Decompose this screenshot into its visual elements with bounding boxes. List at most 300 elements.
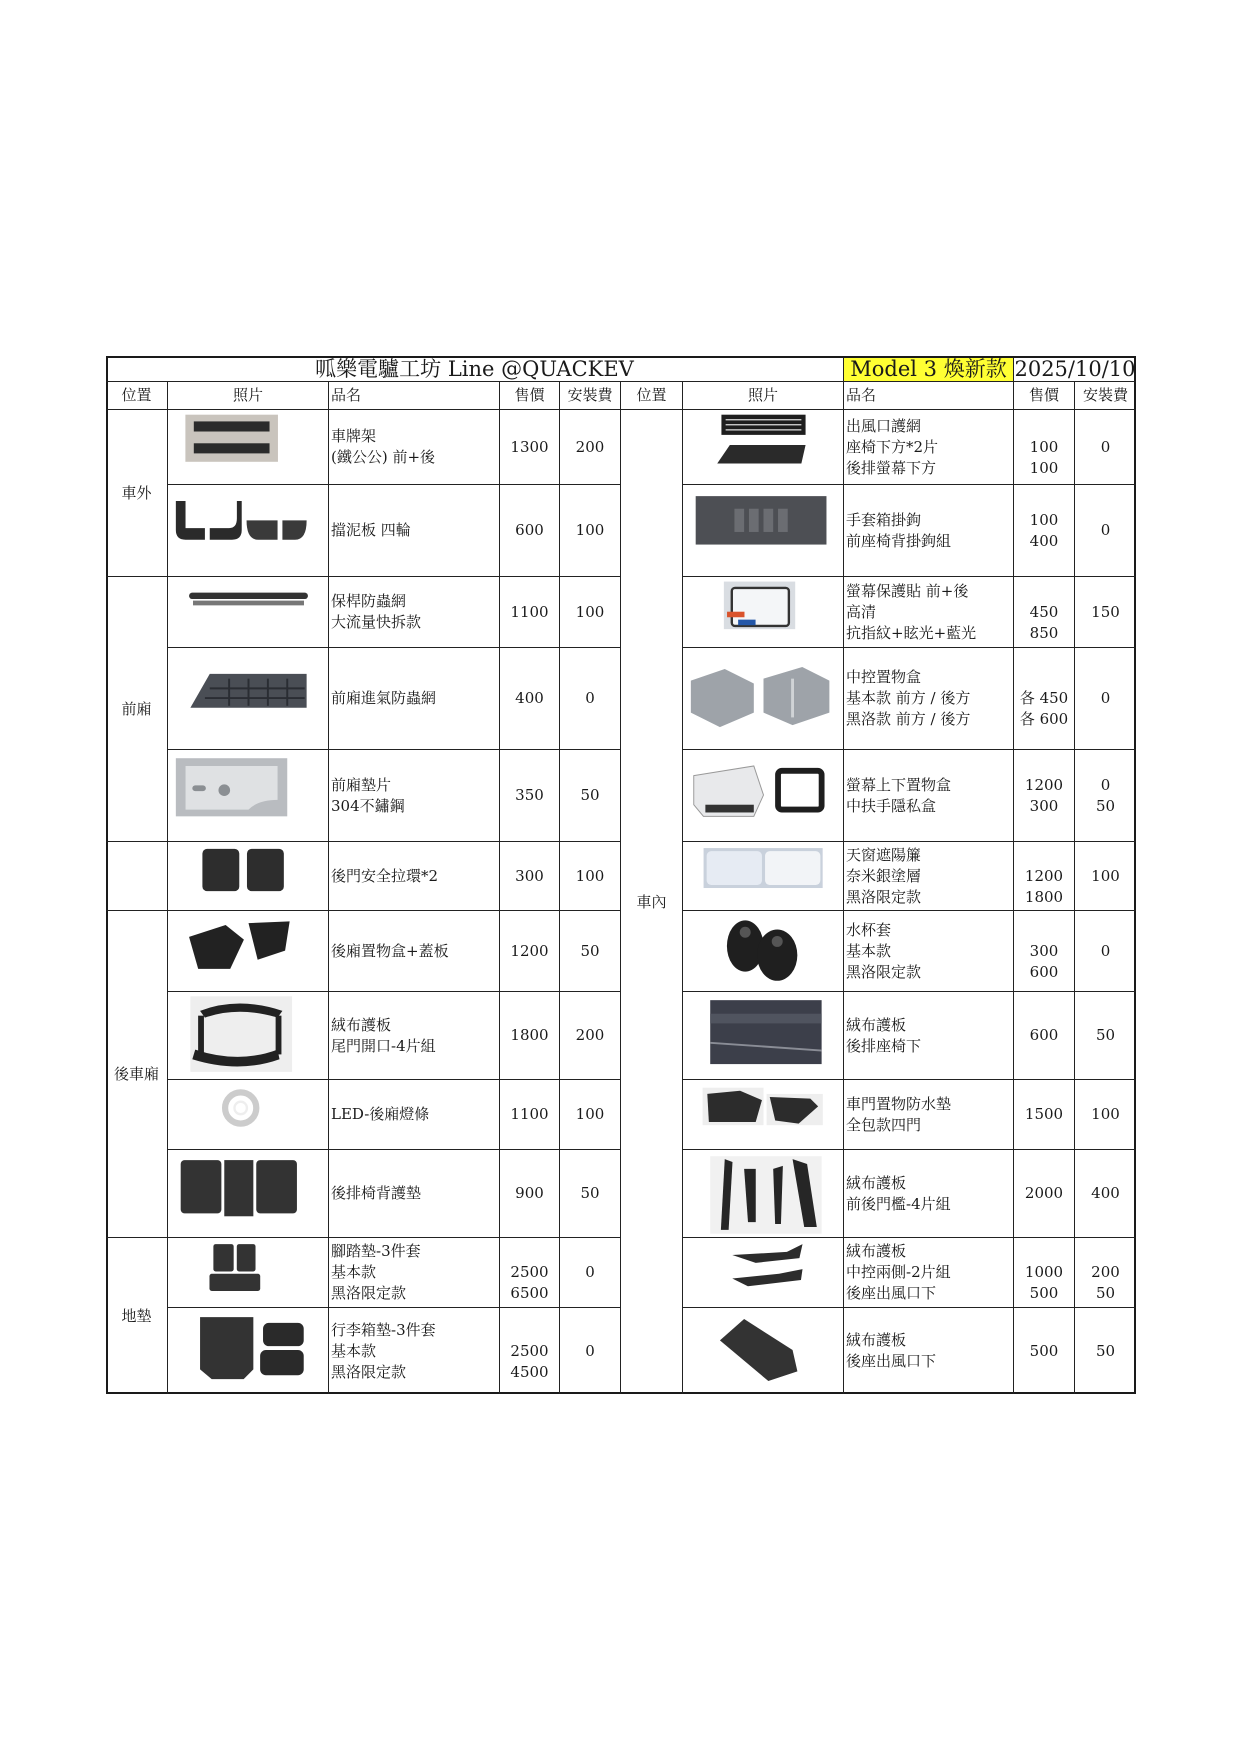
product-photo bbox=[683, 648, 844, 750]
date-text: 2025/10/10 bbox=[1014, 357, 1136, 381]
product-name-lines bbox=[331, 1015, 436, 1057]
product-price bbox=[500, 1080, 560, 1150]
product-name-line: 304不鏽鋼 bbox=[331, 796, 405, 815]
column-header-install bbox=[560, 382, 621, 410]
install-lines bbox=[1101, 941, 1111, 962]
product-name-lines bbox=[846, 1330, 936, 1372]
price-value: 1000 bbox=[1024, 1263, 1064, 1281]
install-lines bbox=[1101, 437, 1111, 458]
model-badge bbox=[844, 358, 1014, 382]
install-fee bbox=[560, 1080, 621, 1150]
product-name-lines bbox=[846, 510, 951, 552]
mud-flaps-photo bbox=[171, 490, 326, 572]
product-name-line: 黑洛限定款 bbox=[331, 1362, 407, 1381]
product-name-line: 後座出風口下 bbox=[846, 1284, 937, 1302]
product-price bbox=[500, 1308, 560, 1394]
product-name-line: 前後門檻-4片組 bbox=[846, 1194, 951, 1213]
column-header-text: 安裝費 bbox=[567, 386, 613, 404]
install-fee bbox=[1075, 842, 1136, 911]
install-value: 400 bbox=[1091, 1184, 1120, 1202]
product-name-line: LED-後廂燈條 bbox=[331, 1105, 430, 1123]
model-badge-text: Model 3 煥新款 bbox=[850, 357, 1007, 381]
position-label: 前廂 bbox=[121, 699, 152, 718]
product-name-lines bbox=[331, 426, 435, 468]
product-name-lines bbox=[846, 1015, 921, 1057]
install-value: 150 bbox=[1091, 602, 1120, 621]
column-header-text: 照片 bbox=[232, 386, 263, 404]
trunk-storage-box-photo bbox=[171, 914, 326, 989]
product-price bbox=[1014, 1238, 1075, 1308]
price-lines bbox=[510, 437, 548, 458]
product-name-line: 出風口護網 bbox=[846, 416, 922, 435]
install-value: 50 bbox=[1095, 1284, 1116, 1302]
product-name-lines bbox=[846, 1094, 951, 1136]
price-lines bbox=[1020, 667, 1068, 730]
column-header-text: 售價 bbox=[514, 386, 545, 404]
console-organizer-photo bbox=[686, 658, 841, 740]
product-name bbox=[844, 485, 1014, 577]
frunk-intake-mesh-photo bbox=[171, 658, 326, 740]
price-value: 100 bbox=[1029, 510, 1059, 529]
install-fee bbox=[560, 577, 621, 648]
product-name-line: 黑洛款 前方 / 後方 bbox=[846, 710, 971, 728]
product-name bbox=[329, 911, 500, 992]
product-name-line: 基本款 bbox=[331, 1263, 377, 1281]
rear-vent-felt-photo bbox=[686, 1311, 841, 1391]
product-name bbox=[329, 1080, 500, 1150]
install-fee bbox=[560, 1238, 621, 1308]
install-value: 50 bbox=[580, 1184, 600, 1202]
product-name bbox=[844, 911, 1014, 992]
price-lines bbox=[1030, 416, 1059, 479]
product-name-line: 擋泥板 四輪 bbox=[331, 521, 411, 539]
column-header-text: 售價 bbox=[1028, 386, 1059, 404]
product-name-lines bbox=[846, 667, 970, 730]
product-photo bbox=[683, 1238, 844, 1308]
install-fee bbox=[560, 410, 621, 485]
product-name-lines bbox=[846, 1241, 951, 1304]
install-value: 0 bbox=[1100, 941, 1111, 960]
product-photo bbox=[683, 1150, 844, 1238]
install-lines bbox=[1096, 775, 1115, 817]
product-name-lines bbox=[846, 1173, 951, 1215]
price-lines bbox=[1025, 1104, 1063, 1125]
install-value: 100 bbox=[575, 866, 605, 885]
install-lines bbox=[1091, 866, 1120, 887]
product-price bbox=[1014, 485, 1075, 577]
product-name bbox=[329, 1308, 500, 1394]
product-name-line: 水杯套 bbox=[846, 920, 892, 939]
product-name-line: 座椅下方*2片 bbox=[846, 437, 939, 456]
price-lines bbox=[515, 1183, 544, 1204]
install-lines bbox=[1091, 1104, 1120, 1125]
product-photo bbox=[683, 1080, 844, 1150]
position-label: 車外 bbox=[121, 483, 152, 502]
product-name-lines bbox=[331, 775, 405, 817]
price-lines bbox=[1030, 920, 1059, 983]
price-value: 300 bbox=[1029, 941, 1059, 960]
install-fee bbox=[1075, 1308, 1136, 1394]
product-name-line: 後門安全拉環*2 bbox=[331, 866, 439, 885]
price-value: 100 bbox=[1029, 458, 1059, 477]
column-header-text: 位置 bbox=[636, 386, 667, 404]
column-header-position bbox=[106, 382, 168, 410]
price-value: 600 bbox=[515, 521, 544, 539]
product-photo bbox=[168, 648, 329, 750]
product-photo bbox=[683, 485, 844, 577]
product-price bbox=[1014, 1080, 1075, 1150]
product-name bbox=[329, 648, 500, 750]
product-name-line: 螢幕保護貼 前+後 bbox=[846, 581, 969, 600]
install-lines bbox=[580, 785, 599, 806]
price-lines bbox=[1030, 581, 1059, 644]
product-price bbox=[500, 842, 560, 911]
position-group-4 bbox=[106, 1238, 168, 1394]
column-header-text: 照片 bbox=[747, 386, 778, 404]
price-value: 100 bbox=[1029, 437, 1059, 456]
install-fee bbox=[560, 911, 621, 992]
price-value: 600 bbox=[1029, 1026, 1059, 1044]
product-name-line: 前廂墊片 bbox=[331, 775, 392, 794]
product-name-line: 絨布護板 bbox=[846, 1331, 907, 1349]
install-value: 0 bbox=[1100, 521, 1111, 539]
install-fee bbox=[560, 992, 621, 1080]
install-lines bbox=[1096, 1025, 1115, 1046]
product-name-line: 車牌架 bbox=[331, 427, 377, 445]
product-price bbox=[1014, 648, 1075, 750]
install-lines bbox=[1096, 1341, 1115, 1362]
product-name bbox=[329, 992, 500, 1080]
product-price bbox=[500, 992, 560, 1080]
product-name-line: 中控兩側-2片組 bbox=[846, 1263, 951, 1281]
sunroof-shade-photo bbox=[686, 845, 841, 908]
product-price bbox=[500, 577, 560, 648]
product-price bbox=[500, 750, 560, 842]
column-header-price bbox=[500, 382, 560, 410]
cup-holder-photo bbox=[686, 914, 841, 989]
price-value: 500 bbox=[1029, 1284, 1059, 1302]
column-header-photo bbox=[168, 382, 329, 410]
product-name-line: 黑洛限定款 bbox=[331, 1284, 407, 1302]
product-name-lines bbox=[846, 581, 976, 644]
position-label: 後車廂 bbox=[113, 1064, 159, 1083]
product-price bbox=[500, 1238, 560, 1308]
product-photo bbox=[168, 992, 329, 1080]
product-name-lines bbox=[331, 1320, 436, 1383]
product-photo bbox=[683, 911, 844, 992]
product-name-lines bbox=[331, 1104, 429, 1125]
product-photo bbox=[683, 410, 844, 485]
product-name-line: (鐵公公) 前+後 bbox=[331, 448, 436, 466]
product-name bbox=[329, 1150, 500, 1238]
rear-seatback-pad-photo bbox=[171, 1153, 326, 1235]
product-name-line: 後排椅背護墊 bbox=[331, 1184, 422, 1202]
price-lines bbox=[510, 941, 548, 962]
product-name-line: 基本款 bbox=[846, 941, 892, 960]
price-value: 2500 bbox=[510, 1263, 549, 1281]
install-lines bbox=[576, 1104, 605, 1125]
price-lines bbox=[1030, 1025, 1059, 1046]
install-lines bbox=[576, 602, 605, 623]
install-lines bbox=[576, 437, 605, 458]
product-photo bbox=[168, 1150, 329, 1238]
price-list-table bbox=[106, 356, 1136, 1394]
product-name-line: 中控置物盒 bbox=[846, 668, 922, 686]
price-value: 1200 bbox=[1024, 775, 1064, 794]
column-header-photo bbox=[683, 382, 844, 410]
install-value: 0 bbox=[1100, 775, 1111, 794]
product-name bbox=[329, 410, 500, 485]
price-lines bbox=[1025, 775, 1063, 817]
product-photo bbox=[683, 750, 844, 842]
product-price bbox=[500, 410, 560, 485]
price-value: 各 450 bbox=[1019, 689, 1069, 707]
price-value: 各 600 bbox=[1019, 710, 1069, 728]
product-name-line: 後廂置物盒+蓋板 bbox=[331, 941, 449, 960]
price-value: 1800 bbox=[510, 1026, 549, 1044]
door-pocket-mats-photo bbox=[686, 1083, 841, 1147]
product-name bbox=[844, 1238, 1014, 1308]
product-name-lines bbox=[846, 416, 938, 479]
price-value: 350 bbox=[515, 786, 544, 804]
install-value: 50 bbox=[1095, 1341, 1116, 1360]
price-lines bbox=[510, 1104, 548, 1125]
product-price bbox=[1014, 911, 1075, 992]
install-value: 0 bbox=[1100, 437, 1111, 456]
product-name bbox=[844, 1150, 1014, 1238]
price-value: 500 bbox=[1029, 1341, 1059, 1360]
product-name-lines bbox=[331, 520, 411, 541]
column-header-name bbox=[329, 382, 500, 410]
product-name-line: 前座椅背掛鉤組 bbox=[846, 531, 952, 550]
column-header-position bbox=[621, 382, 683, 410]
install-value: 50 bbox=[1095, 1026, 1116, 1044]
install-value: 0 bbox=[585, 1341, 595, 1360]
install-lines bbox=[580, 1183, 599, 1204]
console-side-felt-photo bbox=[686, 1241, 841, 1305]
price-value: 1100 bbox=[510, 602, 549, 621]
install-fee bbox=[560, 842, 621, 911]
price-lines bbox=[1025, 1183, 1063, 1204]
install-value: 100 bbox=[1091, 866, 1120, 885]
install-fee bbox=[1075, 1150, 1136, 1238]
product-name bbox=[844, 992, 1014, 1080]
product-name-line: 絨布護板 bbox=[331, 1015, 392, 1034]
install-value: 0 bbox=[585, 1263, 595, 1281]
product-price bbox=[500, 485, 560, 577]
install-value: 200 bbox=[1091, 1263, 1120, 1281]
install-fee bbox=[1075, 1238, 1136, 1308]
product-name-line: 大流量快拆款 bbox=[331, 613, 422, 631]
product-name bbox=[844, 1080, 1014, 1150]
product-name-line: 行李箱墊-3件套 bbox=[331, 1320, 436, 1339]
product-price bbox=[500, 648, 560, 750]
product-photo bbox=[168, 485, 329, 577]
product-name-line: 抗指紋+眩光+藍光 bbox=[846, 623, 977, 642]
install-fee bbox=[1075, 485, 1136, 577]
product-photo bbox=[168, 410, 329, 485]
install-value: 0 bbox=[1100, 689, 1111, 707]
product-name-line: 奈米銀塗層 bbox=[846, 866, 922, 885]
position-label: 地墊 bbox=[121, 1306, 152, 1325]
product-photo bbox=[168, 911, 329, 992]
product-name-line: 尾門開口-4片組 bbox=[331, 1036, 436, 1055]
shop-title bbox=[106, 358, 844, 382]
position-label: 車內 bbox=[636, 892, 667, 911]
install-fee bbox=[560, 1150, 621, 1238]
product-price bbox=[500, 911, 560, 992]
column-header-price bbox=[1014, 382, 1075, 410]
install-value: 0 bbox=[585, 689, 595, 707]
product-name-line: 絨布護板 bbox=[846, 1015, 907, 1034]
product-name-line: 保桿防蟲網 bbox=[331, 592, 407, 610]
product-name-line: 黑洛限定款 bbox=[846, 962, 922, 981]
install-fee bbox=[1075, 911, 1136, 992]
price-lines bbox=[510, 1241, 548, 1304]
product-photo bbox=[168, 1080, 329, 1150]
shop-title-text: 呱樂電驢工坊 Line @QUACKEV bbox=[315, 357, 634, 381]
product-name-line: 絨布護板 bbox=[846, 1242, 907, 1260]
price-value: 600 bbox=[1029, 962, 1059, 981]
install-lines bbox=[1091, 1183, 1120, 1204]
frunk-steel-plate-photo bbox=[171, 755, 326, 837]
product-name-lines bbox=[331, 866, 438, 887]
product-name-lines bbox=[331, 1183, 421, 1204]
price-value: 2500 bbox=[510, 1341, 549, 1360]
product-name bbox=[329, 485, 500, 577]
install-lines bbox=[1101, 520, 1111, 541]
price-lines bbox=[515, 785, 544, 806]
price-lines bbox=[1025, 1241, 1063, 1304]
install-value: 50 bbox=[580, 786, 600, 804]
price-lines bbox=[510, 602, 548, 623]
install-lines bbox=[585, 1262, 595, 1283]
price-value: 1200 bbox=[1024, 866, 1064, 885]
product-photo bbox=[683, 1308, 844, 1394]
price-lines bbox=[1030, 510, 1059, 552]
floor-mats-photo bbox=[171, 1241, 326, 1305]
product-photo bbox=[683, 577, 844, 648]
product-name bbox=[329, 750, 500, 842]
product-name-lines bbox=[846, 775, 951, 817]
install-fee bbox=[1075, 992, 1136, 1080]
trunk-mats-photo bbox=[171, 1311, 326, 1391]
price-value: 300 bbox=[1029, 796, 1059, 815]
install-fee bbox=[1075, 750, 1136, 842]
product-name-line: 中扶手隱私盒 bbox=[846, 796, 937, 815]
product-name-lines bbox=[331, 941, 449, 962]
product-price bbox=[500, 1150, 560, 1238]
door-sill-felt-photo bbox=[686, 1153, 841, 1235]
product-name bbox=[329, 577, 500, 648]
product-photo bbox=[168, 1308, 329, 1394]
product-name-line: 後排螢幕下方 bbox=[846, 458, 937, 477]
product-name bbox=[844, 410, 1014, 485]
install-value: 50 bbox=[1095, 796, 1116, 815]
product-name-line: 手套箱掛鉤 bbox=[846, 510, 922, 529]
price-lines bbox=[515, 520, 544, 541]
product-name-line: 基本款 前方 / 後方 bbox=[846, 689, 971, 707]
bumper-mesh-photo bbox=[171, 580, 326, 645]
install-lines bbox=[1101, 688, 1111, 709]
product-price bbox=[1014, 992, 1075, 1080]
column-header-text: 位置 bbox=[121, 386, 152, 404]
product-price bbox=[1014, 1308, 1075, 1394]
install-fee bbox=[560, 648, 621, 750]
position-group-3 bbox=[106, 911, 168, 1238]
price-value: 6500 bbox=[510, 1284, 549, 1302]
install-fee bbox=[1075, 577, 1136, 648]
price-value: 4500 bbox=[510, 1362, 549, 1381]
price-value: 850 bbox=[1029, 623, 1059, 642]
price-value: 1500 bbox=[1024, 1105, 1064, 1123]
product-photo bbox=[683, 992, 844, 1080]
product-name-line: 腳踏墊-3件套 bbox=[331, 1242, 421, 1260]
price-lines bbox=[510, 1025, 548, 1046]
install-fee bbox=[560, 750, 621, 842]
product-name-lines bbox=[331, 1241, 421, 1304]
product-name bbox=[844, 648, 1014, 750]
position-group-1 bbox=[106, 577, 168, 842]
column-header-text: 品名 bbox=[331, 386, 362, 404]
product-price bbox=[1014, 842, 1075, 911]
install-fee bbox=[560, 485, 621, 577]
install-fee bbox=[1075, 1080, 1136, 1150]
install-lines bbox=[576, 1025, 605, 1046]
price-value: 300 bbox=[515, 866, 544, 885]
price-value: 400 bbox=[515, 689, 544, 707]
price-lines bbox=[510, 1320, 548, 1383]
column-header-text: 品名 bbox=[846, 386, 877, 404]
product-photo bbox=[168, 1238, 329, 1308]
install-lines bbox=[585, 1341, 595, 1362]
product-name bbox=[844, 1308, 1014, 1394]
install-value: 100 bbox=[1091, 1105, 1120, 1123]
install-value: 200 bbox=[575, 437, 605, 456]
product-name-line: 絨布護板 bbox=[846, 1173, 907, 1192]
product-name-line: 天窗遮陽簾 bbox=[846, 845, 922, 864]
install-lines bbox=[1091, 602, 1120, 623]
price-value: 2000 bbox=[1024, 1184, 1064, 1202]
product-name bbox=[844, 577, 1014, 648]
install-fee bbox=[560, 1308, 621, 1394]
glovebox-hooks-photo bbox=[686, 490, 841, 572]
column-header-text: 安裝費 bbox=[1082, 386, 1128, 404]
product-name bbox=[844, 842, 1014, 911]
product-name bbox=[844, 750, 1014, 842]
product-photo bbox=[168, 577, 329, 648]
product-name-line: 車門置物防水墊 bbox=[846, 1094, 952, 1113]
under-seat-felt-photo bbox=[686, 995, 841, 1077]
price-lines bbox=[515, 688, 544, 709]
price-value: 1200 bbox=[510, 941, 549, 960]
product-name-lines bbox=[846, 920, 921, 983]
product-photo bbox=[168, 842, 329, 911]
product-name-line: 後座出風口下 bbox=[846, 1352, 937, 1370]
product-name-line: 全包款四門 bbox=[846, 1115, 922, 1134]
position-group-interior bbox=[621, 410, 683, 1394]
product-photo bbox=[683, 842, 844, 911]
price-value: 900 bbox=[515, 1184, 544, 1202]
license-plate-bracket-photo bbox=[171, 413, 326, 482]
install-value: 200 bbox=[575, 1026, 605, 1044]
price-value: 1800 bbox=[1024, 887, 1064, 906]
product-name-line: 基本款 bbox=[331, 1341, 377, 1360]
vent-cover-photo bbox=[686, 413, 841, 482]
product-name-line: 黑洛限定款 bbox=[846, 887, 922, 906]
product-name-lines bbox=[846, 845, 921, 908]
product-name bbox=[329, 842, 500, 911]
